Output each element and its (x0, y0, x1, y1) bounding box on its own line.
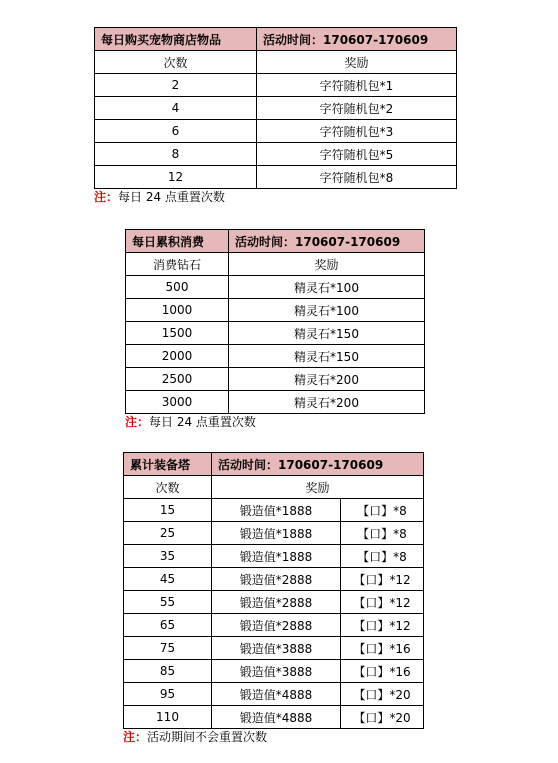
table-row (124, 683, 424, 706)
table-row (124, 568, 424, 591)
reward-cell: 锻造值*1888 (212, 499, 341, 522)
reward-cell: 锻造值*4888 (212, 706, 341, 729)
count-cell: 35 (124, 545, 212, 568)
reward-cell: 锻造值*1888 (212, 545, 341, 568)
extra-reward-cell: 【口】*20 (341, 683, 424, 706)
table-row (126, 345, 425, 368)
table-title: 每日购买宠物商店物品 (95, 28, 257, 51)
reward-cell: 精灵石*150 (229, 345, 425, 368)
count-cell: 25 (124, 522, 212, 545)
table-row (126, 391, 425, 414)
column-header-reward: 奖励 (257, 51, 457, 74)
column-header-row (95, 51, 457, 74)
column-header-count: 次数 (124, 476, 212, 499)
table-row (95, 120, 457, 143)
table-row (124, 591, 424, 614)
count-cell: 85 (124, 660, 212, 683)
activity-time: 活动时间：170607-170609 (212, 453, 424, 476)
reward-cell: 精灵石*100 (229, 276, 425, 299)
count-cell: 15 (124, 499, 212, 522)
count-cell: 65 (124, 614, 212, 637)
table-row (126, 368, 425, 391)
activity-time: 活动时间：170607-170609 (257, 28, 457, 51)
column-header-diamonds: 消费钻石 (126, 253, 229, 276)
reward-cell: 字符随机包*2 (257, 97, 457, 120)
activity-time: 活动时间：170607-170609 (229, 230, 425, 253)
table1-note (94, 188, 225, 205)
table-row (126, 299, 425, 322)
count-cell: 2000 (126, 345, 229, 368)
count-cell: 2500 (126, 368, 229, 391)
note-mark: 注： (125, 415, 150, 429)
count-cell: 4 (95, 97, 257, 120)
table-row (95, 97, 457, 120)
reward-cell: 锻造值*3888 (212, 660, 341, 683)
reward-cell: 字符随机包*3 (257, 120, 457, 143)
reward-cell: 锻造值*2888 (212, 614, 341, 637)
extra-reward-cell: 【口】*16 (341, 637, 424, 660)
count-cell: 1500 (126, 322, 229, 345)
reward-cell: 精灵石*100 (229, 299, 425, 322)
count-cell: 75 (124, 637, 212, 660)
table-row (124, 522, 424, 545)
table-row (124, 499, 424, 522)
reward-cell: 锻造值*3888 (212, 637, 341, 660)
count-cell: 55 (124, 591, 212, 614)
count-cell: 45 (124, 568, 212, 591)
note-mark: 注： (123, 730, 148, 744)
column-header-reward: 奖励 (229, 253, 425, 276)
table2-note (125, 413, 256, 430)
table-title: 每日累积消费 (126, 230, 229, 253)
note-text: 每日 24 点重置次数 (149, 415, 256, 429)
reward-cell: 字符随机包*5 (257, 143, 457, 166)
extra-reward-cell: 【口】*12 (341, 568, 424, 591)
daily-pet-shop-table (94, 27, 457, 189)
table-header-row (126, 230, 425, 253)
extra-reward-cell: 【口】*20 (341, 706, 424, 729)
count-cell: 1000 (126, 299, 229, 322)
note-text: 活动期间不会重置次数 (147, 730, 268, 744)
reward-cell: 锻造值*2888 (212, 591, 341, 614)
column-header-reward: 奖励 (212, 476, 424, 499)
table-header-row (124, 453, 424, 476)
reward-cell: 字符随机包*8 (257, 166, 457, 189)
table-row (124, 545, 424, 568)
extra-reward-cell: 【口】*12 (341, 591, 424, 614)
table-header-row (95, 28, 457, 51)
count-cell: 3000 (126, 391, 229, 414)
reward-cell: 精灵石*200 (229, 368, 425, 391)
reward-cell: 锻造值*4888 (212, 683, 341, 706)
extra-reward-cell: 【口】*8 (341, 545, 424, 568)
note-text: 每日 24 点重置次数 (118, 190, 225, 204)
reward-cell: 锻造值*2888 (212, 568, 341, 591)
equipment-tower-table (123, 452, 424, 729)
count-cell: 110 (124, 706, 212, 729)
table3-note (123, 728, 267, 745)
table-row (95, 74, 457, 97)
count-cell: 95 (124, 683, 212, 706)
extra-reward-cell: 【口】*8 (341, 499, 424, 522)
table-row (126, 276, 425, 299)
column-header-row (124, 476, 424, 499)
reward-cell: 字符随机包*1 (257, 74, 457, 97)
column-header-count: 次数 (95, 51, 257, 74)
count-cell: 2 (95, 74, 257, 97)
table-row (95, 143, 457, 166)
extra-reward-cell: 【口】*12 (341, 614, 424, 637)
extra-reward-cell: 【口】*8 (341, 522, 424, 545)
column-header-row (126, 253, 425, 276)
count-cell: 500 (126, 276, 229, 299)
daily-spend-table (125, 229, 425, 414)
count-cell: 6 (95, 120, 257, 143)
table-row (124, 614, 424, 637)
table-row (126, 322, 425, 345)
table-row (95, 166, 457, 189)
table-title: 累计装备塔 (124, 453, 212, 476)
table-row (124, 706, 424, 729)
count-cell: 12 (95, 166, 257, 189)
count-cell: 8 (95, 143, 257, 166)
reward-cell: 精灵石*150 (229, 322, 425, 345)
reward-cell: 锻造值*1888 (212, 522, 341, 545)
note-mark: 注： (94, 190, 119, 204)
extra-reward-cell: 【口】*16 (341, 660, 424, 683)
reward-cell: 精灵石*200 (229, 391, 425, 414)
table-row (124, 637, 424, 660)
table-row (124, 660, 424, 683)
